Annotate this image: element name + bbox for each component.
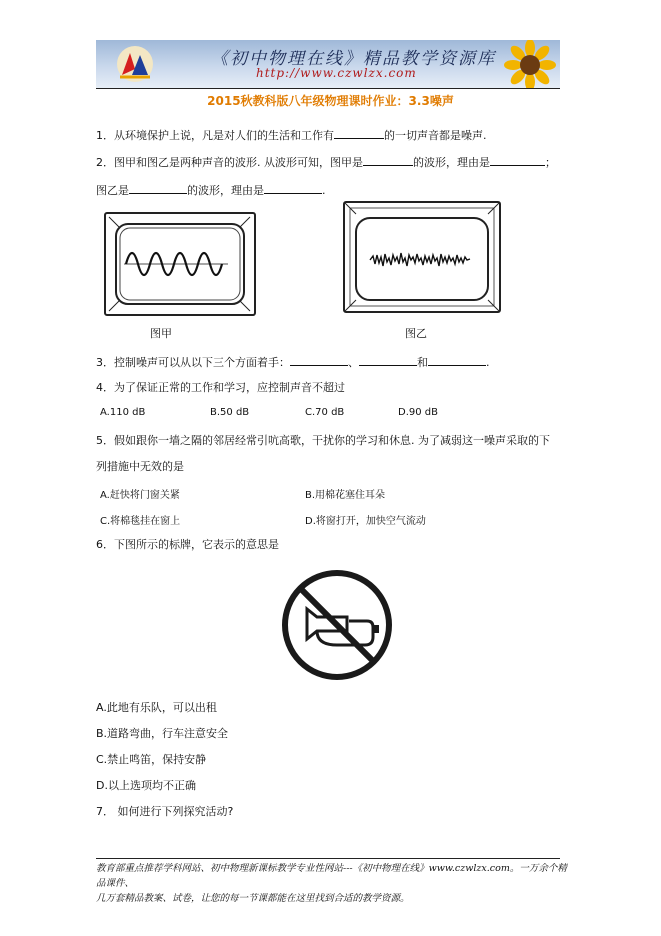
figure-jia-oscilloscope — [104, 212, 259, 318]
answer-blank[interactable] — [490, 154, 545, 166]
q2-text-a: 2．图甲和图乙是两种声音的波形. 从波形可知，图甲是 — [96, 156, 363, 169]
q6-option-a[interactable]: A.此地有乐队，可以出租 — [96, 701, 217, 714]
answer-blank[interactable] — [264, 182, 322, 194]
q1-text-before: 1．从环境保护上说，凡是对人们的生活和工作有 — [96, 129, 334, 142]
question-3 — [96, 354, 490, 371]
q3-end: . — [486, 356, 490, 369]
question-4: 4．为了保证正常的工作和学习，应控制声音不超过 — [96, 381, 345, 394]
figure-yi-oscilloscope — [342, 200, 507, 318]
header-rule — [96, 88, 560, 89]
banner-url[interactable]: http://www.czwlzx.com — [256, 66, 417, 80]
q2-text-e: 的波形，理由是 — [187, 184, 264, 197]
question-7: 7． 如何进行下列探究活动? — [96, 805, 234, 818]
q5-option-a[interactable]: A.赶快将门窗关紧 — [100, 490, 180, 501]
header-banner — [96, 40, 560, 88]
sunflower-icon — [494, 40, 558, 88]
footer-line-1: 教育部重点推荐学科网站、初中物理新课标教学专业性网站---《初中物理在线》www.czwlzx.com。一万余个精品课件、 — [96, 863, 567, 889]
question-2-line-2 — [96, 182, 326, 199]
q3-text: 3．控制噪声可以从以下三个方面着手： — [96, 356, 290, 369]
q1-text-after: 的一切声音都是噪声. — [384, 129, 487, 142]
q4-option-c[interactable]: C.70 dB — [305, 407, 345, 418]
caption-figure-yi: 图乙 — [405, 327, 427, 340]
footer-line-2: 几万套精品教案、试卷，让您的每一节课都能在这里找到合适的教学资源。 — [96, 893, 410, 904]
q5-option-c[interactable]: C.将棉毯挂在窗上 — [100, 516, 181, 527]
answer-blank[interactable] — [129, 182, 187, 194]
answer-blank[interactable] — [359, 354, 417, 366]
q5-option-d[interactable]: D.将窗打开，加快空气流动 — [305, 516, 426, 527]
q4-option-b[interactable]: B.50 dB — [210, 407, 250, 418]
question-2-line-1 — [96, 154, 556, 171]
footer — [96, 861, 571, 906]
page-title: 2015秋教科版八年级物理课时作业：3.3噪声 — [207, 94, 454, 108]
q6-option-c[interactable]: C.禁止鸣笛，保持安静 — [96, 753, 207, 766]
question-6: 6．下图所示的标牌，它表示的意思是 — [96, 538, 279, 551]
footer-rule — [96, 858, 560, 859]
q3-sep-2: 和 — [417, 356, 428, 369]
q6-option-d[interactable]: D.以上选项均不正确 — [96, 779, 196, 792]
question-1 — [96, 127, 487, 144]
question-5-line-2: 列措施中无效的是 — [96, 460, 184, 473]
site-logo-icon — [116, 45, 154, 83]
q2-text-f: . — [322, 184, 326, 197]
q2-text-b: 的波形，理由是 — [413, 156, 490, 169]
question-5-line-1: 5．假如跟你一墙之隔的邻居经常引吭高歌，干扰你的学习和休息. 为了减弱这一噪声采取的下 — [96, 434, 550, 447]
banner-title: 《初中物理在线》精品教学资源库 — [211, 49, 496, 69]
q4-option-a[interactable]: A.110 dB — [100, 407, 146, 418]
q3-sep-1: 、 — [348, 356, 359, 369]
q2-text-d: 图乙是 — [96, 184, 129, 197]
answer-blank[interactable] — [363, 154, 413, 166]
answer-blank[interactable] — [290, 354, 348, 366]
caption-figure-jia: 图甲 — [150, 327, 172, 340]
q2-text-c: ； — [545, 156, 556, 169]
answer-blank[interactable] — [428, 354, 486, 366]
q6-option-b[interactable]: B.道路弯曲，行车注意安全 — [96, 727, 229, 740]
q5-option-b[interactable]: B.用棉花塞住耳朵 — [305, 490, 386, 501]
no-horn-sign-icon — [277, 565, 397, 685]
answer-blank[interactable] — [334, 127, 384, 139]
q4-option-d[interactable]: D.90 dB — [398, 407, 438, 418]
